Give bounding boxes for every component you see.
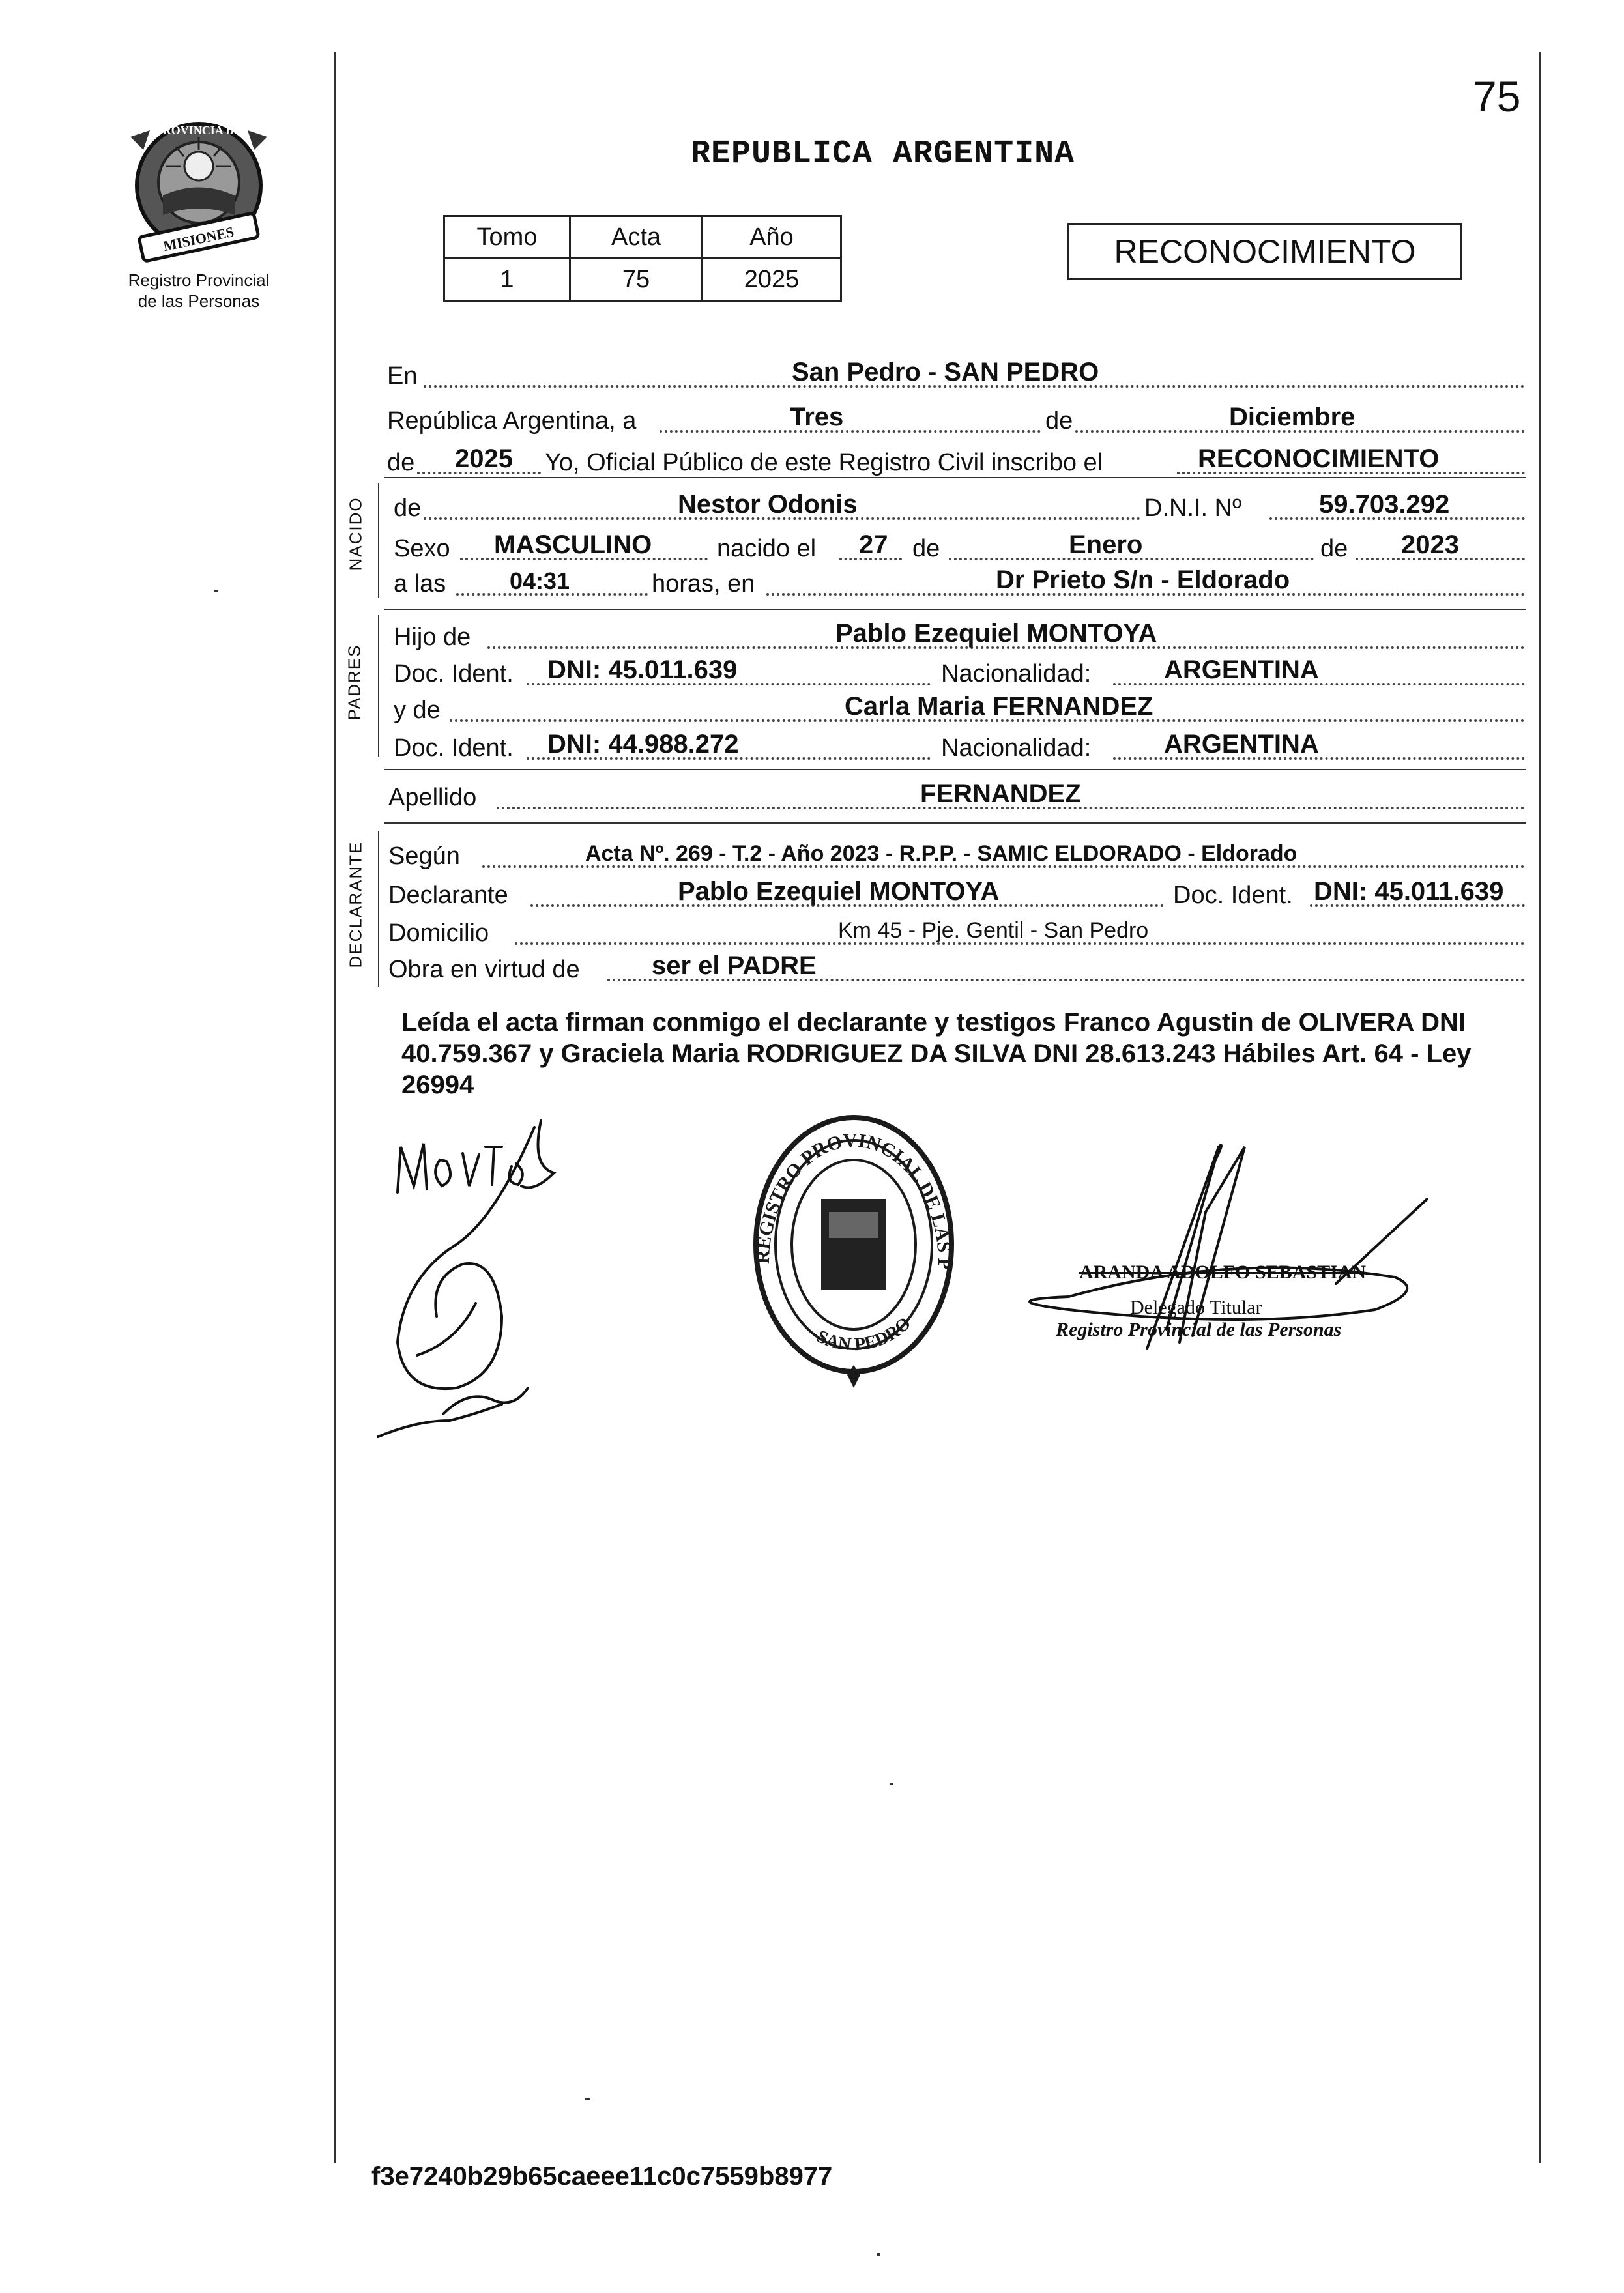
hijo-de-label: Hijo de: [394, 624, 471, 651]
ref-header-acta: Acta: [570, 216, 703, 259]
father-nat-label: Nacionalidad:: [941, 660, 1092, 687]
right-margin-line: [1539, 52, 1541, 2163]
de-label-3: de: [1320, 535, 1348, 562]
mother-doc-value: DNI: 44.988.272: [547, 730, 739, 758]
logo-bottom-text: MISIONES: [162, 223, 236, 255]
month-value: Diciembre: [1229, 403, 1356, 431]
obra-label: Obra en virtud de: [388, 956, 580, 983]
apellido-label: Apellido: [388, 784, 477, 811]
document-hash: f3e7240b29b65caeee11c0c7559b8977: [371, 2162, 833, 2191]
en-label: En: [387, 362, 418, 390]
father-doc-label: Doc. Ident.: [394, 660, 514, 687]
officer-text: Yo, Oficial Público de este Registro Civil inscribo el: [545, 449, 1103, 476]
mother-nat-value: ARGENTINA: [1164, 730, 1319, 758]
divider: [384, 477, 1526, 478]
seal-bottom-text: SAN PEDRO: [813, 1313, 915, 1355]
official-signature: [971, 1134, 1492, 1407]
mother-nat-label: Nacionalidad:: [941, 734, 1092, 762]
official-title: Delegado Titular: [1130, 1297, 1262, 1318]
official-registry: Registro Provincial de las Personas: [1056, 1319, 1342, 1340]
official-name: ARANDA ADOLFO SEBASTIAN: [1079, 1262, 1367, 1283]
segun-label: Según: [388, 843, 460, 870]
mother-name-value: Carla Maria FERNANDEZ: [845, 692, 1153, 721]
de-label: de: [1045, 407, 1073, 435]
padres-side-label: PADRES: [344, 644, 364, 721]
sexo-label: Sexo: [394, 535, 450, 562]
segun-value: Acta Nº. 269 - T.2 - Año 2023 - R.P.P. - SAMIC ELDORADO - Eldorado: [585, 841, 1298, 866]
province-logo: [124, 111, 274, 267]
de2-label: de: [387, 449, 415, 476]
stray-mark: [877, 2253, 880, 2256]
birth-month-value: Enero: [1069, 530, 1143, 559]
divider: [384, 609, 1526, 610]
seal-top-text: REGISTRO PROVINCIAL DE LAS P: [751, 1129, 956, 1270]
declarante-label: Declarante: [388, 882, 508, 909]
father-name-value: Pablo Ezequiel MONTOYA: [835, 619, 1157, 648]
registry-caption: [98, 270, 300, 311]
country-title: REPUBLICA ARGENTINA: [691, 136, 1075, 173]
birth-day-value: 27: [859, 530, 888, 559]
apellido-value: FERNANDEZ: [920, 779, 1081, 808]
dots: [660, 430, 1041, 433]
ref-header-ano: Año: [703, 216, 841, 259]
child-name-value: Nestor Odonis: [678, 490, 858, 519]
declarant-signature: [365, 1108, 600, 1447]
official-seal: [743, 1108, 964, 1394]
reference-table: [443, 215, 842, 302]
y-de-label: y de: [394, 697, 441, 724]
registry-caption-line2: de las Personas: [138, 291, 260, 311]
declarante-side-label: DECLARANTE: [345, 841, 366, 968]
a-las-label: a las: [394, 570, 446, 598]
domicilio-label: Domicilio: [388, 919, 489, 947]
declarante-name-value: Pablo Ezequiel MONTOYA: [678, 877, 1000, 906]
horas-label: horas, en: [652, 570, 755, 598]
closing-text: Leída el acta firman conmigo el declarante y testigos Franco Agustin de OLIVERA DNI 40.759.367 y Graciela Maria RODRIGUEZ DA SILVA DNI 28.613.243 Hábiles Art. 64 - Ley 26994: [401, 1008, 1472, 1099]
left-margin-line: [334, 52, 336, 2163]
logo-top-text: PROVINCIA DE: [155, 124, 242, 137]
stray-mark: [585, 2098, 590, 2100]
stray-mark: [214, 590, 218, 592]
obra-value: ser el PADRE: [652, 951, 817, 980]
republic-label: República Argentina, a: [387, 407, 637, 435]
registry-caption-line1: Registro Provincial: [128, 270, 270, 290]
page-number: 75: [1473, 72, 1521, 121]
ref-value-ano: 2025: [703, 259, 841, 301]
sexo-value: MASCULINO: [494, 530, 652, 559]
father-nat-value: ARGENTINA: [1164, 656, 1319, 684]
section-bar: [378, 483, 379, 598]
divider: [384, 822, 1526, 824]
act-name-value: RECONOCIMIENTO: [1198, 444, 1440, 473]
day-value: Tres: [790, 403, 844, 431]
nacido-side-label: NACIDO: [345, 497, 366, 571]
nacido-de-label: de: [394, 495, 422, 522]
child-dni-value: 59.703.292: [1319, 490, 1450, 519]
declarante-doc-label: Doc. Ident.: [1173, 882, 1293, 909]
ref-value-acta: 75: [570, 259, 703, 301]
declarante-doc-value: DNI: 45.011.639: [1314, 877, 1504, 906]
year-value: 2025: [455, 444, 513, 473]
birth-year-value: 2023: [1401, 530, 1459, 559]
stray-mark: [890, 1783, 893, 1785]
nacido-el-label: nacido el: [717, 535, 817, 562]
divider: [384, 769, 1526, 770]
dni-label: D.N.I. Nº: [1144, 495, 1241, 522]
de-label-2: de: [912, 535, 940, 562]
ref-value-tomo: 1: [444, 259, 570, 301]
time-value: 04:31: [510, 568, 570, 594]
father-doc-value: DNI: 45.011.639: [547, 656, 738, 684]
birth-place-value: Dr Prieto S/n - Eldorado: [996, 566, 1290, 594]
section-bar: [378, 615, 379, 757]
ref-header-tomo: Tomo: [444, 216, 570, 259]
domicilio-value: Km 45 - Pje. Gentil - San Pedro: [838, 918, 1149, 943]
act-type-box: RECONOCIMIENTO: [1067, 223, 1462, 280]
place-value: San Pedro - SAN PEDRO: [792, 358, 1099, 386]
mother-doc-label: Doc. Ident.: [394, 734, 514, 762]
section-bar: [378, 831, 379, 987]
